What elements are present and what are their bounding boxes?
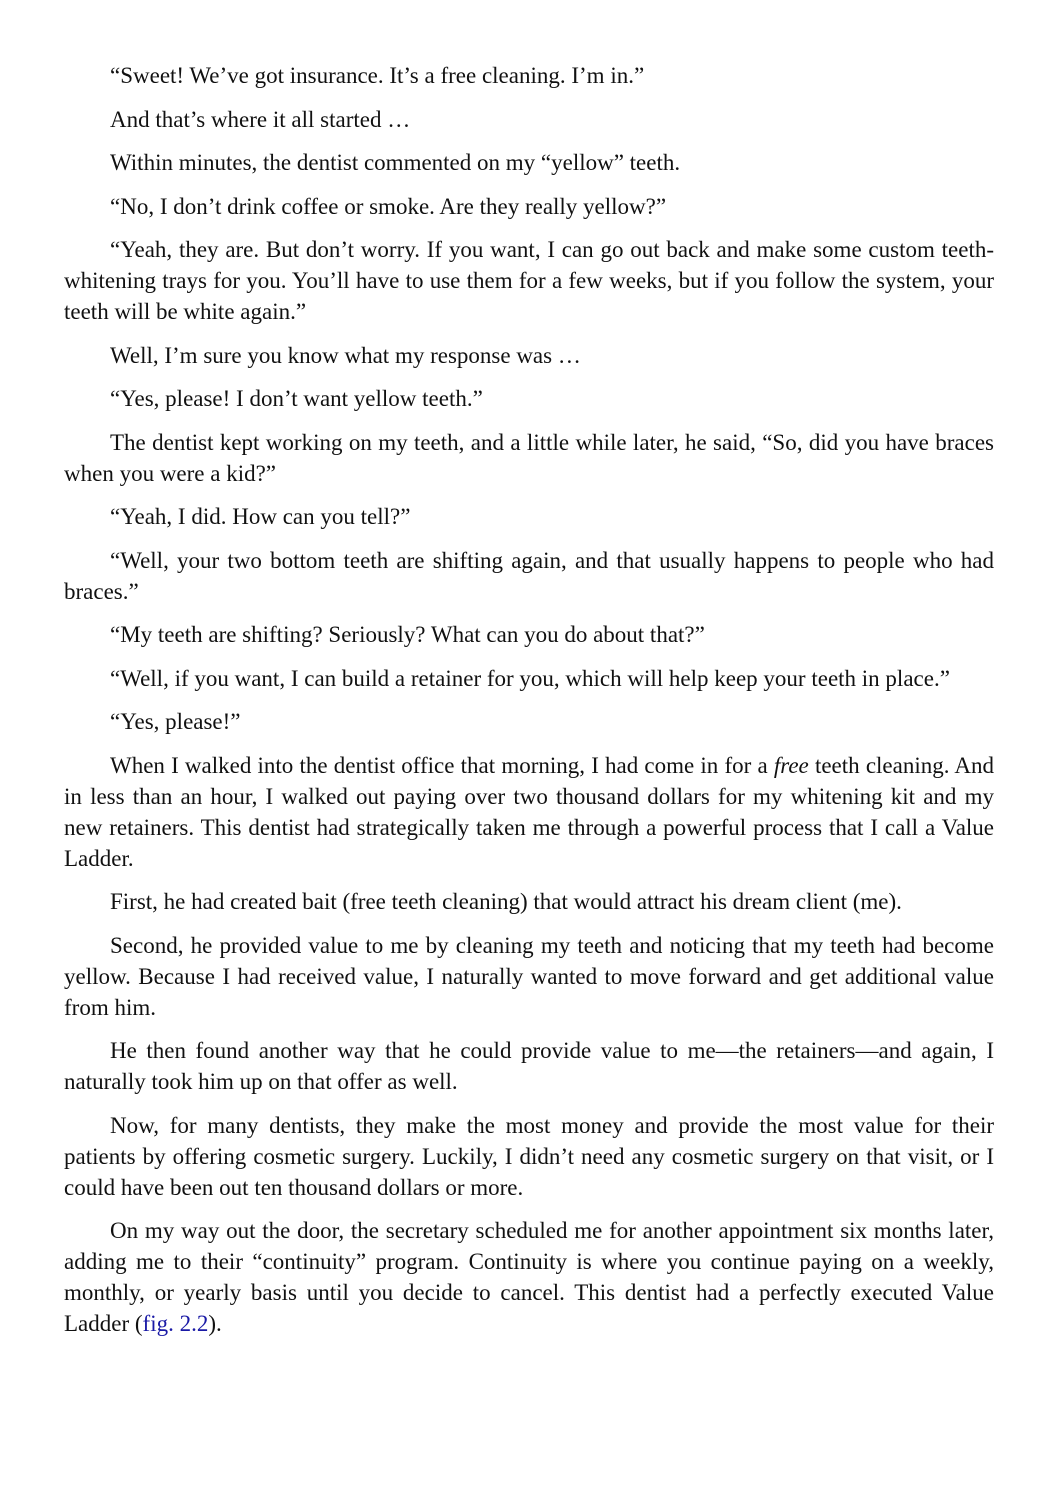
paragraph: “Sweet! We’ve got insurance. It’s a free cleaning. I’m in.” (110, 63, 645, 88)
paragraph: “Well, if you want, I can build a retainer for you, which will help keep your teeth in place.” (110, 665, 950, 691)
paragraph: “My teeth are shifting? Seriously? What can you do about that?” (110, 622, 705, 647)
text-span: ). (208, 1311, 222, 1336)
paragraph: “No, I don’t drink coffee or smoke. Are they really yellow?” (110, 193, 667, 219)
paragraph: Within minutes, the dentist commented on my “yellow” teeth. (110, 150, 681, 175)
paragraph: “Well, your two bottom teeth are shifting again, and that usually happens to people who had braces.” (64, 547, 994, 604)
figure-reference-link[interactable]: fig. 2.2 (142, 1311, 209, 1336)
paragraph: “Yeah, I did. How can you tell?” (110, 504, 411, 529)
paragraph: Well, I’m sure you know what my response was … (110, 342, 581, 368)
paragraph-value-ladder-intro (64, 750, 994, 874)
paragraph: First, he had created bait (free teeth cleaning) that would attract his dream client (me). (110, 889, 902, 914)
text-span: When I walked into the dentist office that morning, I had come in for a (110, 752, 774, 778)
text-span: On my way out the door, the secretary scheduled me for another appointment six months later, adding me to their “continuity” program. Continuity is where you continue paying on a weekly, monthly, or yearly basis until you decide to cancel. This dentist had a perfectly executed Value Ladder ( (64, 1218, 994, 1336)
text-span: teeth cleaning. And in less than an hour, I walked out paying over two thousand dollars for my whitening kit and my new retainers. This dentist had strategically taken me through a powerful process that I call a Value Ladder. (64, 752, 994, 871)
paragraph-continuity (64, 1215, 994, 1339)
paragraph: The dentist kept working on my teeth, and a little while later, he said, “So, did you have braces when you were a kid?” (64, 429, 994, 486)
page-body (64, 60, 994, 1352)
paragraph: “Yes, please!” (110, 709, 241, 734)
paragraph: “Yes, please! I don’t want yellow teeth.” (110, 386, 483, 411)
paragraph: And that’s where it all started … (110, 106, 411, 132)
paragraph: He then found another way that he could provide value to me—the retainers—and again, I naturally took him up on that offer as well. (64, 1038, 994, 1094)
paragraph: Now, for many dentists, they make the most money and provide the most value for their patients by offering cosmetic surgery. Luckily, I didn’t need any cosmetic surgery on that visit, or I could have been out ten thousand dollars or more. (64, 1112, 994, 1200)
emphasis-text: free (773, 752, 809, 778)
paragraph: “Yeah, they are. But don’t worry. If you want, I can go out back and make some custom teeth-whitening trays for you. You’ll have to use them for a few weeks, but if you follow the system, your teeth will be white again.” (64, 237, 994, 324)
paragraph: Second, he provided value to me by cleaning my teeth and noticing that my teeth had become yellow. Because I had received value, I naturally wanted to move forward and get additional value from him. (64, 932, 994, 1020)
